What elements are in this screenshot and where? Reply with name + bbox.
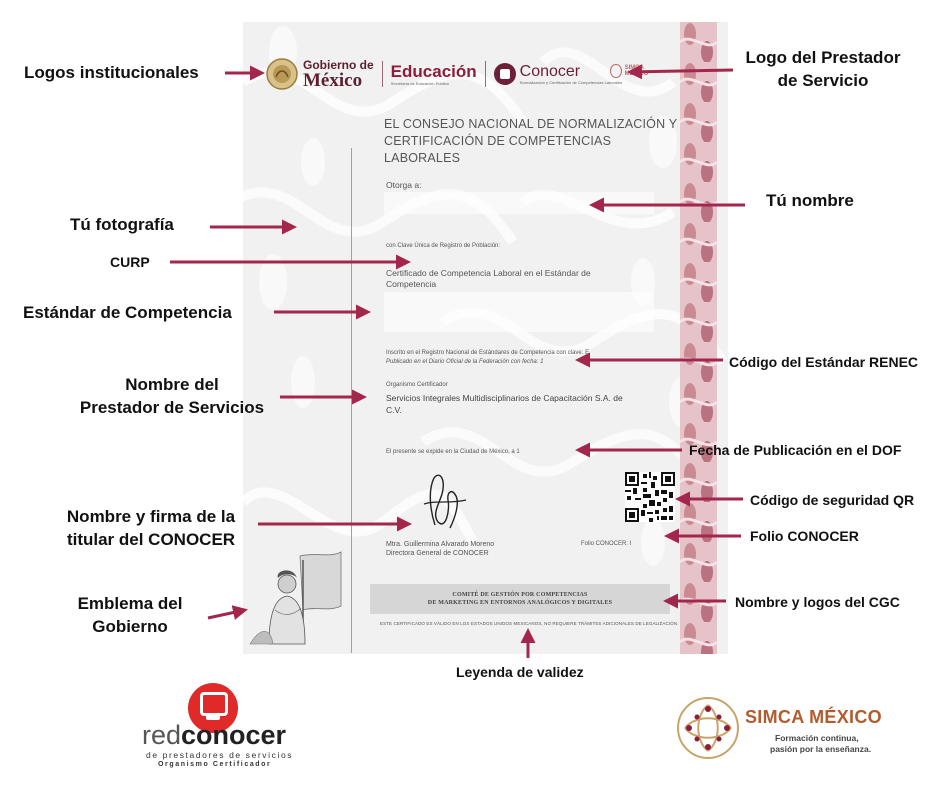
signature-icon bbox=[420, 470, 470, 532]
government-emblem-icon bbox=[245, 548, 345, 648]
expide-text: El presente se expide en la Ciudad de México, a 1 bbox=[386, 449, 520, 455]
simca-tagline2: pasión por la enseñanza. bbox=[770, 744, 872, 754]
educacion-subtext: Secretaría de Educación Pública bbox=[390, 80, 449, 86]
label-curp: CURP bbox=[110, 254, 150, 270]
label-codigo-renec: Código del Estándar RENEC bbox=[729, 354, 919, 370]
label-estandar: Estándar de Competencia bbox=[23, 303, 232, 322]
certificate-vertical-rule bbox=[351, 148, 352, 653]
label-tu-nombre: Tú nombre bbox=[766, 191, 854, 210]
simca-title: SIMCA MÉXICO bbox=[745, 707, 882, 727]
redconocer-word-conocer: conocer bbox=[181, 720, 287, 750]
label-nombre-prestador-line2: Prestador de Servicios bbox=[79, 398, 265, 417]
institutional-logos bbox=[265, 56, 622, 92]
label-leyenda: Leyenda de validez bbox=[456, 664, 584, 680]
gobierno-line2: México bbox=[303, 69, 363, 91]
label-cgc: Nombre y logos del CGC bbox=[735, 594, 900, 610]
label-emblema-line2: Gobierno bbox=[92, 617, 168, 636]
cgc-band bbox=[370, 584, 670, 614]
label-firma-line2: titular del CONOCER bbox=[66, 530, 236, 549]
label-logo-prestador bbox=[733, 46, 913, 92]
label-logo-prestador-line2: de Servicio bbox=[777, 71, 869, 90]
certificate-side-ribbon bbox=[680, 22, 717, 654]
label-logos-institucionales: Logos institucionales bbox=[24, 63, 199, 82]
signer-block bbox=[386, 540, 494, 558]
certificate-heading bbox=[384, 116, 684, 167]
label-logo-prestador-line1: Logo del Prestador bbox=[745, 48, 901, 67]
label-firma-line1: Nombre y firma de la bbox=[66, 507, 236, 526]
simca-tagline1: Formación continua, bbox=[775, 733, 859, 743]
redconocer-wordmark bbox=[142, 719, 286, 751]
educacion-text: Educación bbox=[390, 61, 477, 81]
educacion-logo bbox=[391, 63, 477, 86]
logo-divider bbox=[485, 61, 486, 87]
label-folio-conocer: Folio CONOCER bbox=[750, 528, 859, 544]
org-label: Organismo Certificador bbox=[386, 382, 448, 388]
signer-title: Directora General de CONOCER bbox=[386, 550, 489, 557]
provider-mini-logo bbox=[610, 60, 660, 82]
renec-info bbox=[386, 349, 589, 367]
label-emblema bbox=[65, 592, 195, 638]
cert-line1: Certificado de Competencia Laboral en el Estándar de bbox=[386, 268, 591, 278]
simca-emblem-icon bbox=[675, 695, 741, 761]
label-nombre-prestador-line1: Nombre del bbox=[125, 375, 219, 394]
cgc-line2: DE MARKETING EN ENTORNOS ANALÓGICOS Y DIGITALES bbox=[427, 600, 613, 606]
conocer-text: Conocer bbox=[519, 62, 581, 80]
redconocer-subtitle2: Organismo Certificador bbox=[158, 761, 272, 768]
label-tu-fotografia: Tú fotografía bbox=[70, 215, 174, 234]
renec-line2: Publicado en el Diario Oficial de la Federación con fecha: 1 bbox=[386, 359, 544, 365]
org-line1: Servicios Integrales Multidisciplinarios de Capacitación S.A. de bbox=[386, 393, 623, 403]
redconocer-word-red: red bbox=[142, 720, 182, 750]
name-field-blank bbox=[384, 192, 654, 214]
qr-code-icon bbox=[625, 472, 675, 522]
gobierno-logo bbox=[303, 59, 374, 90]
logo-divider bbox=[382, 61, 383, 87]
cert-line2: Competencia bbox=[386, 279, 437, 289]
simca-logo bbox=[675, 695, 895, 765]
cgc-line1: COMITÉ DE GESTIÓN POR COMPETENCIAS bbox=[452, 592, 588, 598]
conocer-subtext: Normalización y Certificación de Competencias Laborales bbox=[519, 79, 623, 85]
conocer-icon bbox=[494, 63, 516, 85]
heading-line2: CERTIFICACIÓN DE COMPETENCIAS LABORALES bbox=[384, 134, 612, 165]
label-fecha-dof: Fecha de Publicación en el DOF bbox=[689, 442, 902, 458]
mexico-seal-icon bbox=[265, 57, 299, 91]
gobierno-line1: Gobierno de bbox=[303, 57, 374, 72]
renec-line1: Inscrito en el Registro Nacional de Estándares de Competencia con clave: E bbox=[386, 350, 590, 356]
label-codigo-qr: Código de seguridad QR bbox=[750, 492, 915, 508]
org-line2: C.V. bbox=[386, 405, 402, 415]
label-firma bbox=[45, 505, 257, 551]
provider-mini-icon bbox=[610, 64, 622, 78]
curp-label: con Clave Única de Registro de Población: bbox=[386, 243, 501, 249]
certificate-type bbox=[386, 268, 591, 290]
conocer-logo bbox=[494, 63, 623, 85]
redconocer-logo bbox=[140, 683, 310, 773]
standard-field-blank bbox=[384, 292, 654, 332]
validity-legend: ESTE CERTIFICADO ES VÁLIDO EN LOS ESTADOS UNIDOS MEXICANOS, NO REQUIERE TRÁMITES ADICIONALES DE LEGALIZACIÓN. bbox=[380, 621, 679, 626]
org-name bbox=[386, 392, 623, 416]
label-emblema-line1: Emblema del bbox=[77, 594, 183, 613]
signer-name: Mtra. Guillermina Alvarado Moreno bbox=[386, 541, 495, 548]
label-nombre-prestador bbox=[62, 373, 282, 419]
folio-text: Folio CONOCER: I bbox=[581, 541, 632, 547]
otorga-label: Otorga a: bbox=[386, 180, 422, 190]
provider-mini-text: SIMCA MÉXICO bbox=[624, 65, 649, 77]
heading-line1: EL CONSEJO NACIONAL DE NORMALIZACIÓN Y bbox=[384, 117, 678, 131]
redconocer-subtitle: de prestadores de servicios bbox=[146, 750, 294, 760]
